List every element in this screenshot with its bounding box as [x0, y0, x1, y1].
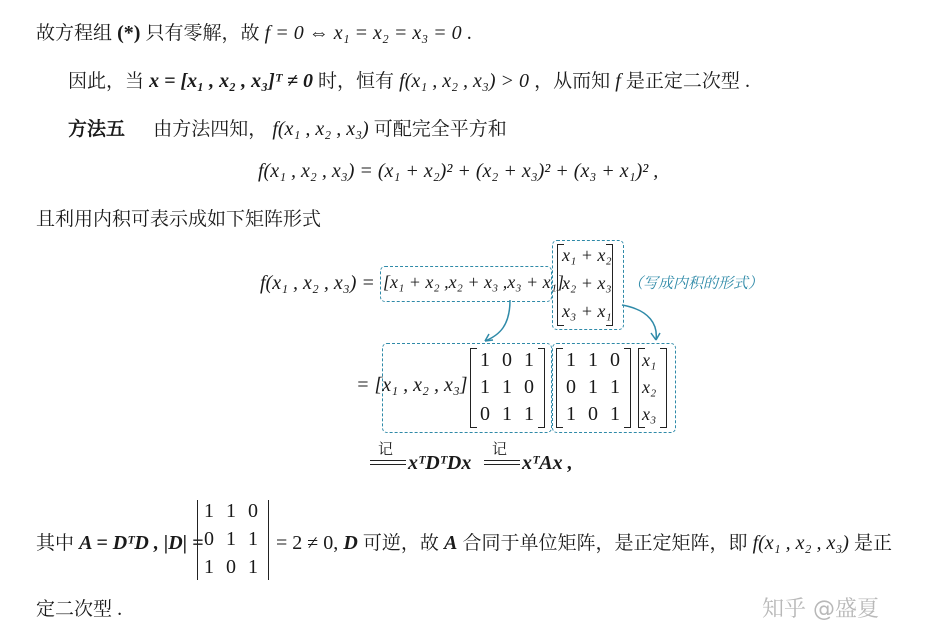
- m2-cell: 0: [566, 376, 576, 398]
- line3-text-b: 可配完全平方和: [373, 118, 507, 140]
- det-cell: 1: [204, 500, 214, 522]
- line2-text-d: 是正定二次型: [625, 70, 740, 92]
- matrix-1: [474, 349, 544, 429]
- det-cell: 0: [204, 528, 214, 550]
- eq4-expr-1: xᵀDᵀDx: [408, 452, 472, 474]
- m1-cell: 0: [524, 376, 534, 398]
- def-equal-2: [484, 460, 520, 465]
- eq2-lhs: f(x₁ , x₂ , x₃) =: [260, 272, 375, 294]
- arrow-right-head: [651, 333, 660, 340]
- m1-cell: 1: [480, 376, 490, 398]
- det-cell: 1: [248, 556, 258, 578]
- m2-cell: 1: [610, 376, 620, 398]
- watermark: 知乎 @盛夏: [762, 597, 879, 622]
- line5-math-b: = 2 ≠ 0,: [276, 532, 339, 554]
- det-matrix: [198, 500, 268, 580]
- line1-text-a: 故方程组: [36, 22, 113, 44]
- line6-text: 定二次型: [36, 598, 113, 620]
- col-entry-3: x₃ + x₁: [562, 301, 612, 321]
- line1-text-b: 只有零解，故: [145, 22, 260, 44]
- line2-text-c: ，从而知: [534, 70, 611, 92]
- det-cell: 1: [248, 528, 258, 550]
- def-equal-1: [370, 460, 406, 465]
- m1-cell: 1: [502, 376, 512, 398]
- det-cell: 1: [226, 500, 236, 522]
- m2-cell: 1: [610, 403, 620, 425]
- det-cell: 0: [248, 500, 258, 522]
- vec-bracket-right: [660, 348, 667, 428]
- line5-A: A: [444, 532, 458, 554]
- vec-entry-3: x₃: [642, 404, 657, 424]
- col-entry-1: x₁ + x₂: [562, 245, 612, 265]
- line2-math-b: f(x₁ , x₂ , x₃) > 0: [399, 70, 530, 92]
- det-cell: 0: [226, 556, 236, 578]
- line5-D: D: [343, 532, 358, 554]
- det-bar-right: [268, 500, 269, 580]
- line3-math: f(x₁ , x₂ , x₃): [272, 118, 369, 140]
- line5-math-c: f(x₁ , x₂ , x₃): [752, 532, 849, 554]
- arrow-right-path: [622, 305, 656, 340]
- ji-label-1: 记: [378, 440, 394, 458]
- m1-cell: 1: [502, 403, 512, 425]
- line2-f: f: [615, 70, 621, 92]
- m1-cell: 1: [524, 403, 534, 425]
- line-2: [68, 66, 750, 93]
- m1-cell: 1: [524, 349, 534, 371]
- line-1: [36, 18, 472, 45]
- m2-cell: 1: [588, 349, 598, 371]
- equation-square-sum: f(x₁ , x₂ , x₃) = (x₁ + x₂)² + (x₂ + x₃)² + (x₃ + x₁)² ,: [258, 160, 659, 182]
- m1-cell: 0: [502, 349, 512, 371]
- annotation-inner-product: （写成内积的形式）: [628, 274, 764, 292]
- line5-text-c: 合同于单位矩阵，是正定矩阵，即: [462, 532, 748, 554]
- line5-math-a: A = DᵀD , |D| =: [79, 532, 204, 554]
- line2-math-a: x = [x₁ , x₂ , x₃]ᵀ ≠ 0: [149, 70, 313, 92]
- line2-end: .: [745, 70, 750, 92]
- m1-cell: 1: [480, 349, 490, 371]
- eq4-expr-2: xᵀAx ,: [522, 452, 573, 474]
- line-3: [68, 114, 507, 141]
- line-5-part-a: [36, 528, 204, 555]
- matrix-2: [560, 349, 630, 429]
- line5-text-b: 可逆，故: [362, 532, 439, 554]
- vec-entry-1: x₁: [642, 350, 657, 370]
- m2-cell: 1: [566, 349, 576, 371]
- m2-cell: 1: [566, 403, 576, 425]
- line6-end: .: [117, 598, 123, 620]
- ji-label-2: 记: [492, 440, 508, 458]
- arrows: [470, 295, 670, 350]
- m1-cell: 0: [480, 403, 490, 425]
- det-cell: 1: [204, 556, 214, 578]
- method-five-label: 方法五: [68, 118, 126, 140]
- line-4: 且利用内积可表示成如下矩阵形式: [36, 208, 322, 230]
- m2-cell: 1: [588, 376, 598, 398]
- vec-entry-2: x₂: [642, 377, 657, 397]
- line2-text-b: 时，恒有: [318, 70, 395, 92]
- row-vector: [x₁ + x₂ ,x₂ + x₃ ,x₃ + x₁]: [383, 272, 564, 292]
- line3-text-a: 由方法四知，: [153, 118, 268, 140]
- m2-cell: 0: [610, 349, 620, 371]
- line-5-part-b: [276, 528, 892, 555]
- m2-cell: 0: [588, 403, 598, 425]
- line1-end: .: [466, 22, 472, 44]
- eq3-prefix: = [x₁ , x₂ , x₃]: [356, 374, 468, 396]
- line5-text-d: 是正: [854, 532, 893, 554]
- line1-math: f = 0 ⇔ x₁ = x₂ = x₃ = 0: [264, 22, 462, 44]
- line2-text-a: 因此，当: [68, 70, 145, 92]
- line1-star: (*): [117, 22, 141, 44]
- line5-text-a: 其中: [36, 532, 75, 554]
- line-6: [36, 594, 122, 621]
- det-cell: 1: [226, 528, 236, 550]
- col-entry-2: x₂ + x₃: [562, 273, 612, 293]
